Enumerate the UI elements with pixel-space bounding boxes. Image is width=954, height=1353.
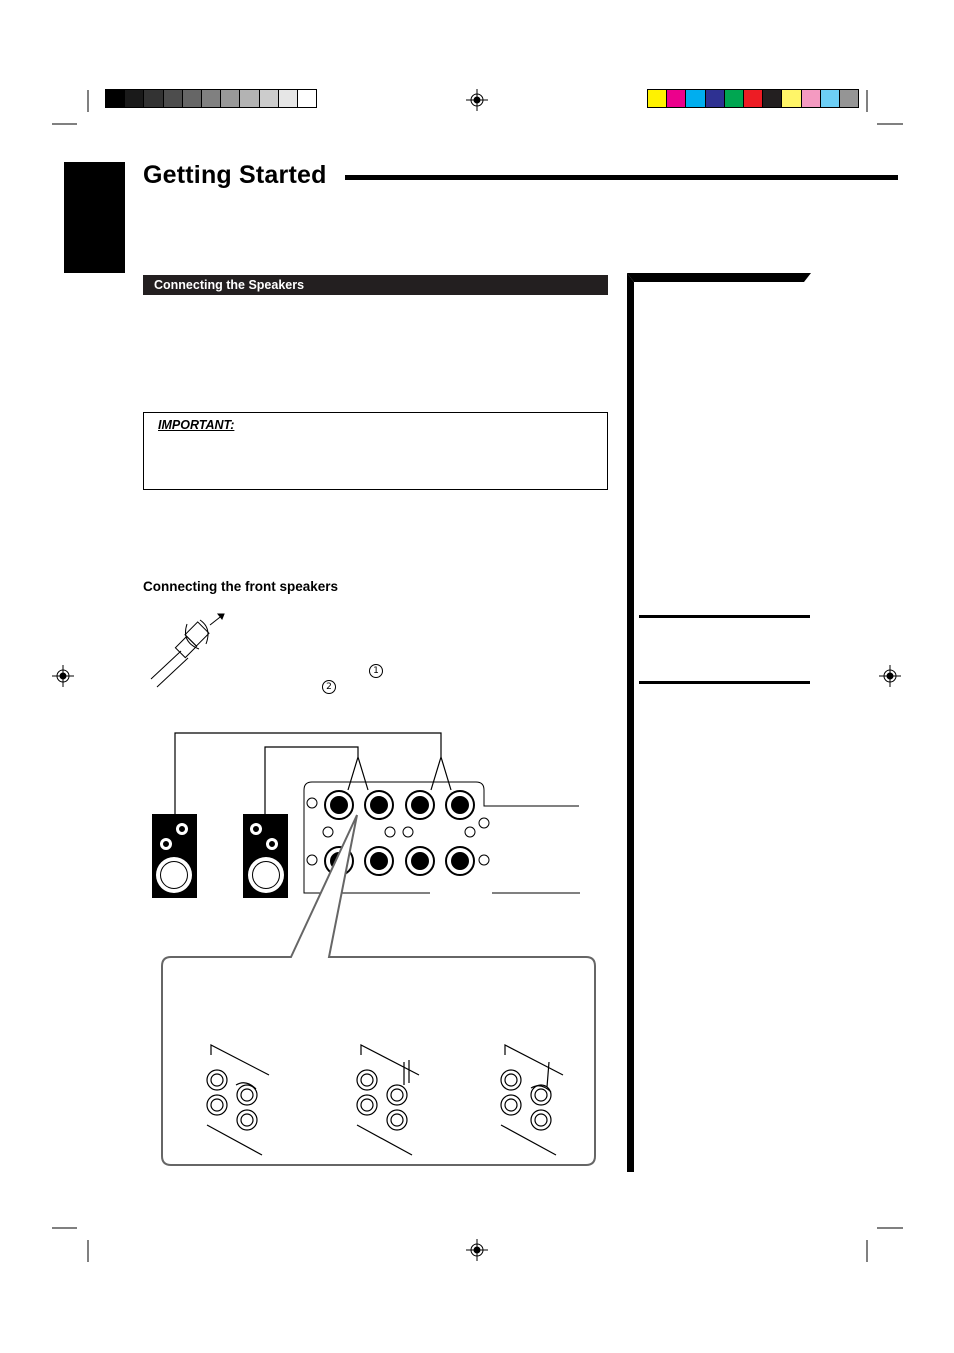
step-marker-1: 1 (369, 664, 383, 678)
important-label: IMPORTANT: (158, 418, 235, 432)
knob-icon (151, 614, 224, 687)
subheading-front-speakers: Connecting the front speakers (143, 579, 339, 594)
step-marker-2: 2 (322, 680, 336, 694)
section-header: Connecting the Speakers (143, 275, 608, 295)
speaker-wires (175, 733, 451, 814)
sidebar-frame (627, 273, 811, 1172)
speaker-icon (243, 814, 288, 898)
speaker-icon (152, 814, 197, 898)
page-title: Getting Started (143, 161, 327, 189)
